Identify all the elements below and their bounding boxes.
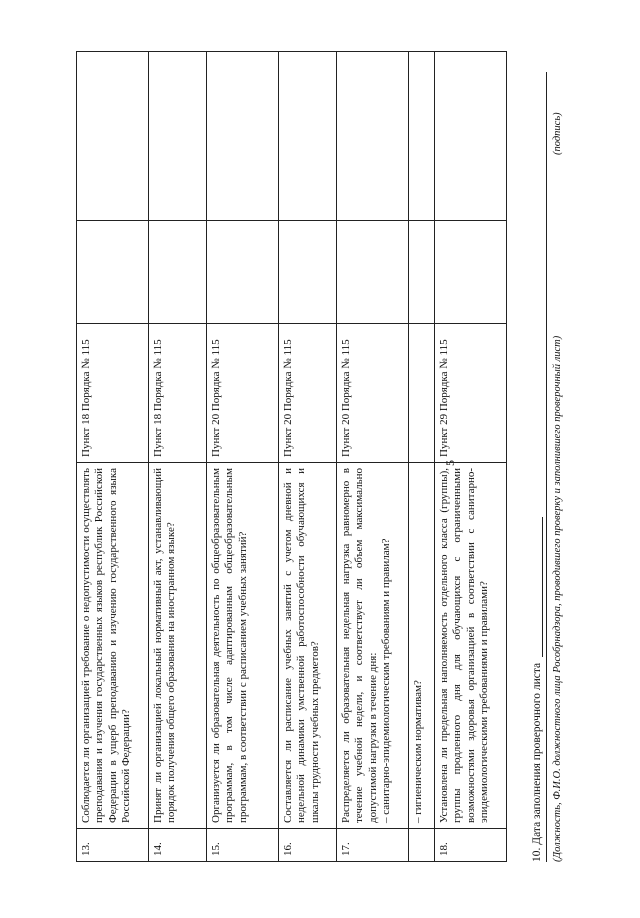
row-question: Принят ли организацией локальный нормативный акт, устанавливающий порядок получения общего образования на иностранном языке? [149,463,207,829]
table-row [149,52,207,862]
row-number: 13. [77,829,149,862]
signer-caption: (Должность, Ф.И.О. должностного лица Рособрнадзора, проводившего проверку и заполнившего проверочный лист) [552,335,563,862]
row-reference: Пункт 29 Порядка № 115 [435,324,507,463]
page-number: 5 [443,460,457,466]
row-question [337,463,409,829]
row-number: 16. [279,829,337,862]
comment-cell[interactable] [409,52,435,221]
table-row [435,52,507,862]
table-row [77,52,149,862]
comment-cell[interactable] [149,52,207,221]
table-row [337,52,409,862]
row-question: Организуется ли образовательная деятельность по общеобразовательным программам, в том числе адаптированным общеобразовательным программам, в соответствии с расписанием учебных занятий? [207,463,279,829]
row-number: 15. [207,829,279,862]
comment-cell[interactable] [435,52,507,221]
answer-cell[interactable] [409,221,435,324]
comment-cell[interactable] [77,52,149,221]
row-question: Составляется ли расписание учебных занятий с учетом дневной и недельной динамики умственной работоспособности обучающихся и шкалы трудности учебных предметов? [279,463,337,829]
row-question: Соблюдается ли организацией требование о недопустимости осуществлять преподавания и изучения государственных языков республик Российской Федерации в ущерб преподаванию и изучению государственного языка Российской Федерации? [77,463,149,829]
answer-cell[interactable] [435,221,507,324]
row-number: 17. [337,829,409,862]
question-subitem: – гигиеническим нормативам? [409,463,435,829]
comment-cell[interactable] [279,52,337,221]
row-number: 18. [435,829,507,862]
answer-cell[interactable] [149,221,207,324]
answer-cell[interactable] [77,221,149,324]
checklist-table [76,51,507,862]
row-reference: Пункт 18 Порядка № 115 [77,324,149,463]
answer-cell[interactable] [279,221,337,324]
fill-date-label: 10. Дата заполнения проверочного листа [531,662,543,862]
table-row [409,52,435,862]
comment-cell[interactable] [207,52,279,221]
comment-cell[interactable] [337,52,409,221]
row-reference: Пункт 20 Порядка № 115 [337,324,409,463]
signature-label: (подпись) [552,112,563,155]
answer-cell[interactable] [207,221,279,324]
row-number: 14. [149,829,207,862]
fill-date-field[interactable] [532,517,543,657]
question-subitem: – санитарно-эпидемиологическим требованиям и правилам? [380,538,393,823]
question-main: Распределяется ли образовательная недельная нагрузка равномерно в течение учебной недели, и соответствует ли объем максимально допустимой нагрузки в течение дня: [340,468,379,823]
row-number-empty [409,829,435,862]
row-question: Установлена ли предельная наполняемость отдельного класса (группы), группы продленного дня для обучающихся с ограниченными возможностями здоровья организацией в соответствии с санитарно-эпидемиологическими требованиями и правилами? [435,463,507,829]
row-reference: Пункт 20 Порядка № 115 [207,324,279,463]
table-row [279,52,337,862]
row-reference: Пункт 18 Порядка № 115 [149,324,207,463]
row-reference-empty [409,324,435,463]
row-reference: Пункт 20 Порядка № 115 [279,324,337,463]
table-row [207,52,279,862]
signature-line[interactable] [546,72,547,862]
answer-cell[interactable] [337,221,409,324]
fill-date-line [531,517,543,862]
